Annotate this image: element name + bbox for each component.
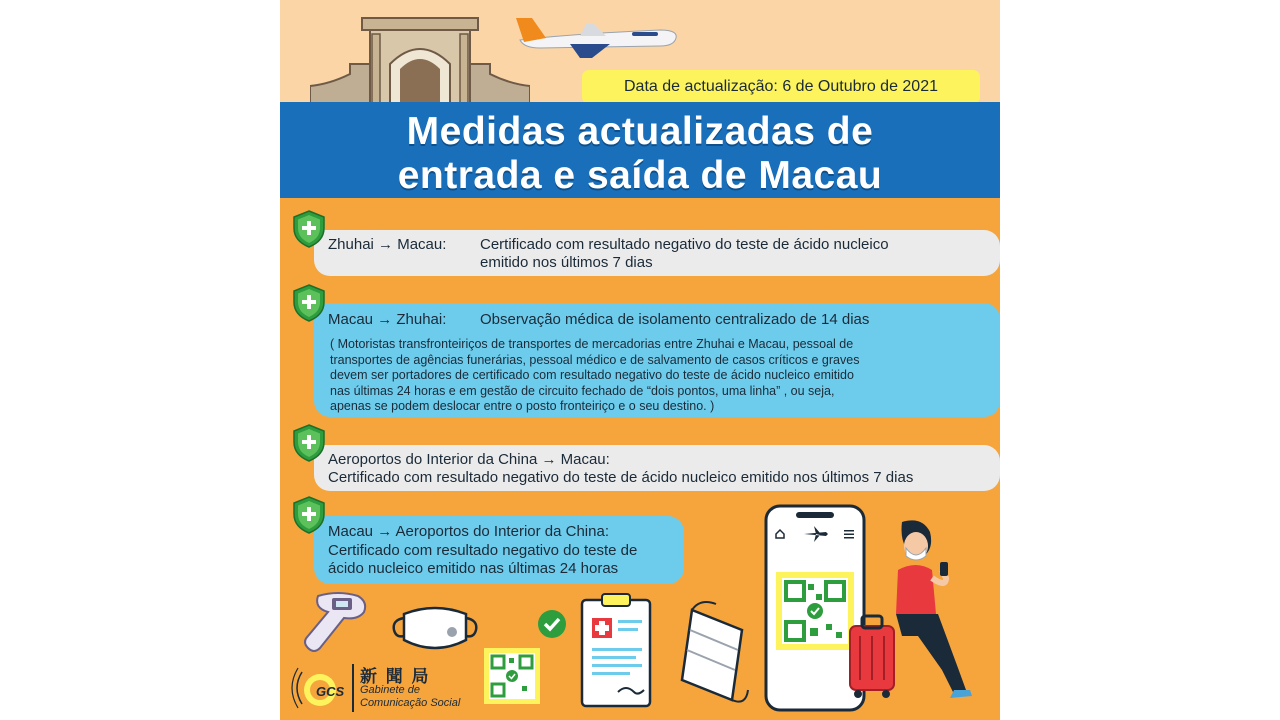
logo-divider (352, 664, 354, 712)
requirement-line2: emitido nos últimos 7 dias (480, 254, 653, 271)
airplane-icon (510, 14, 680, 58)
shield-plus-icon (292, 284, 326, 322)
entry-card-zhuhai-macau (314, 230, 1000, 276)
note-line: transportes de agências funerárias, pessoal médico e de salvamento de casos críticos e graves (330, 352, 860, 367)
title-band (280, 102, 1000, 198)
check-icon (536, 608, 568, 640)
face-mask-icon (676, 600, 750, 708)
thermometer-icon (298, 590, 370, 654)
route-label: Macau → Zhuhai: (328, 311, 447, 328)
exit-card-macau-mainland-airports (314, 516, 684, 584)
qr-code-icon (484, 648, 540, 704)
route-label: Macau → Aeroportos do Interior da China: (328, 523, 609, 540)
face-mask-icon (390, 604, 480, 654)
logo-name-line1: Gabinete de (360, 684, 420, 696)
requirement-line1: Observação médica de isolamento centralizado de 14 dias (480, 311, 870, 328)
route-label: Aeroportos do Interior da China → Macau: (328, 451, 610, 468)
clipboard-icon (578, 592, 654, 710)
note-line: devem ser portadores de certificado com resultado negativo do teste de ácido nucleico emitido (330, 368, 854, 382)
traveler-icon (846, 518, 1000, 702)
requirement-line1: Certificado com resultado negativo do teste de ácido nucleico (480, 236, 889, 253)
requirement-line2: ácido nucleico emitido nas últimas 24 horas (328, 560, 619, 577)
logo-name-line2: Comunicação Social (360, 697, 461, 709)
requirement-line1: Certificado com resultado negativo do teste de (328, 542, 638, 559)
note-line: nas últimas 24 horas e em gestão de circuito fechado de “dois pontos, uma linha” , ou seja, (330, 383, 835, 398)
page-title-line1: Medidas actualizadas de (406, 110, 874, 153)
page-title-line2: entrada e saída de Macau (397, 154, 883, 197)
note-line: ( Motoristas transfronteiriços de transportes de mercadorias entre Zhuhai e Macau, pessoal de (330, 337, 854, 351)
building-arch-icon (310, 14, 530, 104)
logo-mark-text: GCS (316, 684, 345, 699)
entry-card-mainland-airports-macau (314, 445, 1000, 491)
note-line: apenas se podem deslocar entre o posto fronteiriço e o seu destino. ) (330, 399, 715, 413)
route-label: Zhuhai → Macau: (328, 236, 447, 253)
exit-card-macau-zhuhai (314, 303, 1000, 417)
shield-plus-icon (292, 424, 326, 462)
poster (280, 0, 1000, 720)
update-date-badge: Data de actualização: 6 de Outubro de 2021 (582, 70, 980, 104)
shield-plus-icon (292, 210, 326, 248)
requirement-line1: Certificado com resultado negativo do teste de ácido nucleico emitido nos últimos 7 dias (328, 469, 914, 486)
shield-plus-icon (292, 496, 326, 534)
logo-chinese-name: 新 聞 局 (360, 667, 431, 686)
exception-note (330, 337, 988, 415)
